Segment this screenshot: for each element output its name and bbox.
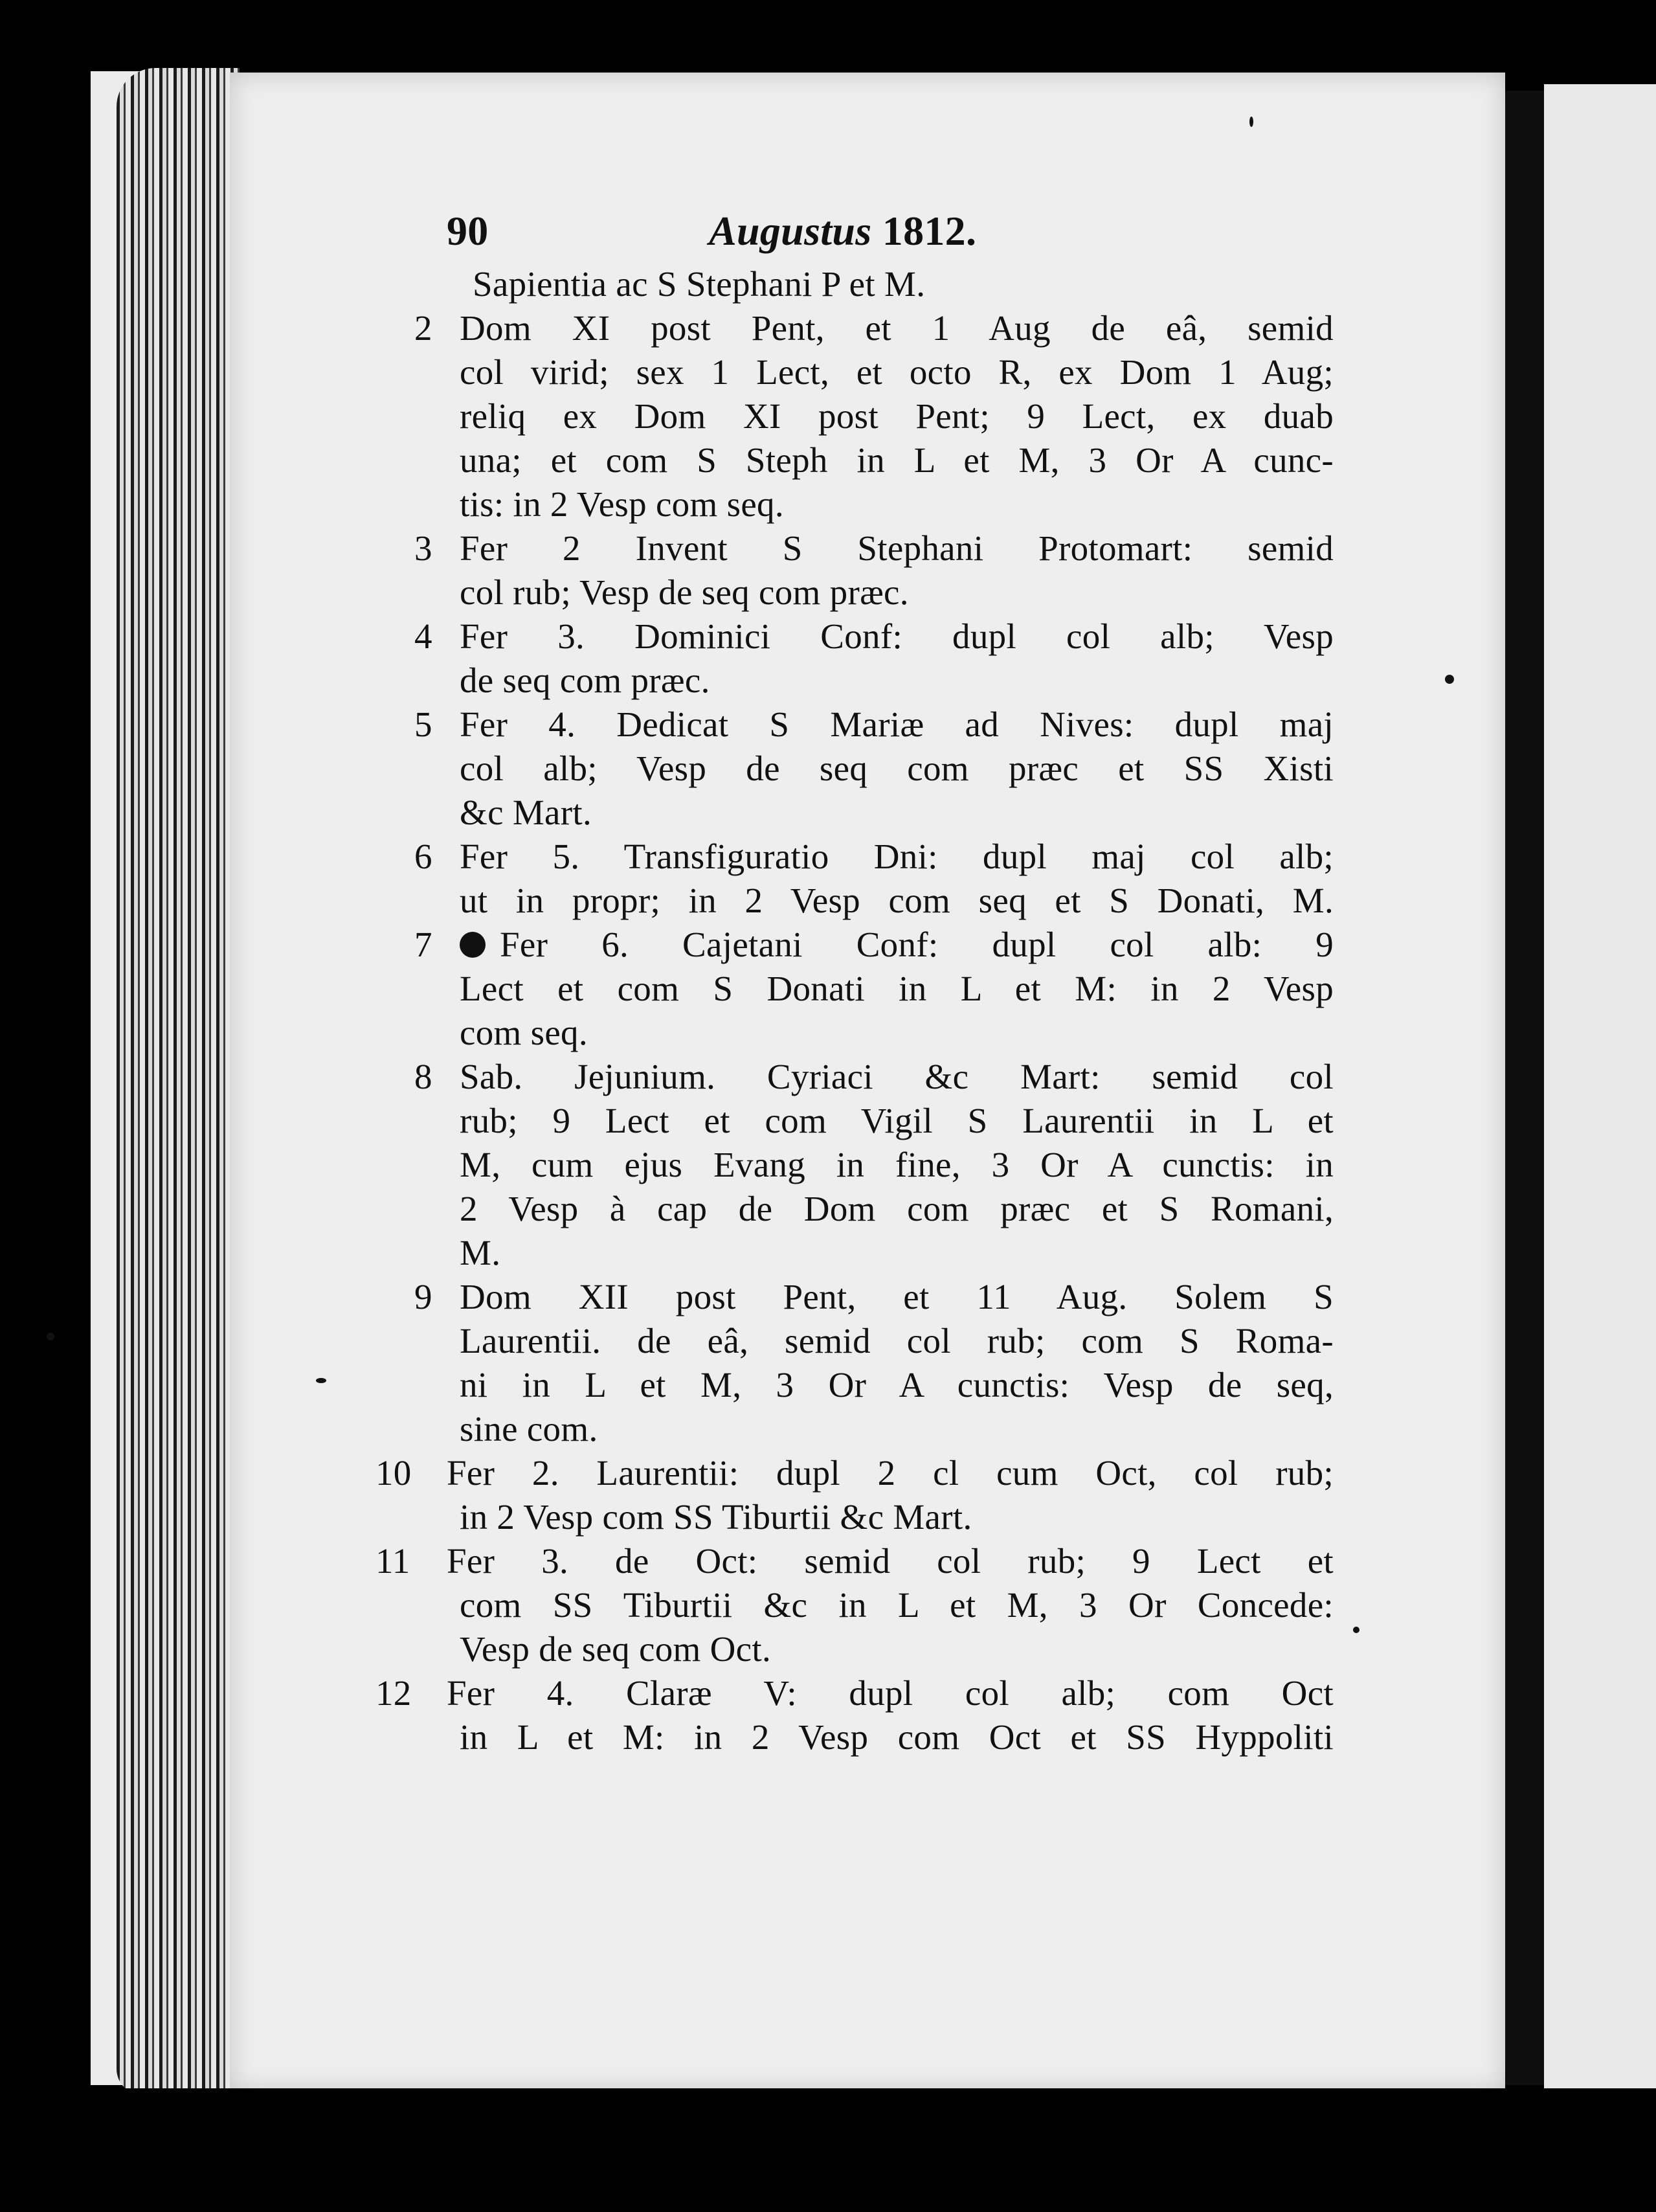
entry-first-line	[414, 526, 1334, 570]
text-line: Vesp de seq com Oct.	[460, 1629, 772, 1669]
text-line: Fer 5. Transfiguratio Dni: dupl maj col alb;	[460, 837, 1334, 876]
day-number: 6	[414, 837, 432, 876]
text-line: de seq com præc.	[460, 660, 710, 700]
text-line: Fer 4. Dedicat S Mariæ ad Nives: dupl maj	[460, 705, 1334, 744]
text-line: reliq ex Dom XI post Pent; 9 Lect, ex duab	[460, 396, 1334, 436]
day-number: 11	[375, 1541, 410, 1581]
new-moon-icon	[460, 932, 486, 958]
ink-speck	[1445, 675, 1454, 684]
entry-first-line	[414, 306, 1334, 350]
day-number: 5	[414, 705, 432, 744]
day-number: 8	[414, 1057, 432, 1096]
text-line: com SS Tiburtii &c in L et M, 3 Or Concede:	[460, 1585, 1334, 1625]
text-line: Fer 3. Dominici Conf: dupl col alb; Vesp	[460, 616, 1334, 656]
text-line: col virid; sex 1 Lect, et octo R, ex Dom 1 Aug;	[460, 352, 1334, 392]
page-text	[375, 198, 1334, 1759]
ink-speck	[47, 1333, 54, 1340]
day-number: 3	[414, 528, 432, 568]
entry-first-line	[375, 1451, 1334, 1495]
calendar-entry-3	[414, 526, 1334, 615]
text-line: M, cum ejus Evang in fine, 3 Or A cunctis: in	[460, 1145, 1334, 1184]
entry-first-line	[375, 1539, 1334, 1583]
text-line: tis: in 2 Vesp com seq.	[460, 484, 784, 524]
ink-speck	[316, 1378, 326, 1383]
calendar-entry-10	[375, 1451, 1334, 1539]
text-line: col rub; Vesp de seq com præc.	[460, 572, 909, 612]
text-line: Fer 4. Claræ V: dupl col alb; com Oct	[447, 1673, 1334, 1713]
calendar-entry-12	[375, 1671, 1334, 1759]
text-line: com seq.	[460, 1013, 588, 1052]
facing-page	[1544, 84, 1656, 2092]
text-line: Lect et com S Donati in L et M: in 2 Vesp	[460, 969, 1334, 1008]
text-line: Sapientia ac S Stephani P et M.	[473, 264, 926, 304]
ink-speck	[1249, 117, 1253, 127]
text-line: ni in L et M, 3 Or A cunctis: Vesp de seq,	[460, 1365, 1334, 1405]
month-name: Augustus	[709, 208, 872, 254]
calendar-entry-11	[375, 1539, 1334, 1671]
bottom-shadow	[91, 2088, 1656, 2212]
year: 1812.	[882, 208, 977, 254]
day-number: 4	[414, 616, 432, 656]
calendar-entry-2	[414, 306, 1334, 526]
calendar-entry-5	[414, 703, 1334, 835]
text-line: Fer 2 Invent S Stephani Protomart: semid	[460, 528, 1334, 568]
calendar-entry-9	[414, 1275, 1334, 1451]
entry-first-line	[414, 1275, 1334, 1319]
entry-first-line	[414, 835, 1334, 879]
text-line: col alb; Vesp de seq com præc et SS Xisti	[460, 749, 1334, 788]
text-line: M.	[460, 1233, 501, 1272]
page-number: 90	[447, 208, 489, 254]
text-line: Dom XII post Pent, et 11 Aug. Solem S	[460, 1277, 1334, 1316]
text-line: 2 Vesp à cap de Dom com præc et S Romani,	[460, 1189, 1334, 1228]
entry-first-line	[414, 923, 1334, 967]
day-number: 9	[414, 1277, 432, 1316]
day-number: 10	[375, 1453, 412, 1493]
ink-speck	[1353, 1627, 1359, 1633]
day-number: 12	[375, 1673, 412, 1713]
running-header	[414, 198, 1334, 262]
text-line: Dom XI post Pent, et 1 Aug de eâ, semid	[460, 308, 1334, 348]
text-line: Sab. Jejunium. Cyriaci &c Mart: semid col	[460, 1057, 1334, 1096]
text-line: rub; 9 Lect et com Vigil S Laurentii in L et	[460, 1101, 1334, 1140]
day-number: 2	[414, 308, 432, 348]
day-number: 7	[414, 925, 432, 964]
text-line: Fer 2. Laurentii: dupl 2 cl cum Oct, col rub;	[447, 1453, 1334, 1493]
text-line: in L et M: in 2 Vesp com Oct et SS Hyppoliti	[460, 1717, 1334, 1757]
text-line: sine com.	[460, 1409, 598, 1449]
calendar-entry-6	[414, 835, 1334, 923]
text-line: in 2 Vesp com SS Tiburtii &c Mart.	[460, 1497, 972, 1537]
book-page-edges	[117, 68, 240, 2095]
text-line: &c Mart.	[460, 793, 592, 832]
text-line: Fer 3. de Oct: semid col rub; 9 Lect et	[447, 1541, 1334, 1581]
entry-first-line	[375, 1671, 1334, 1715]
text-line: Laurentii. de eâ, semid col rub; com S Roma-	[460, 1321, 1334, 1360]
book-gutter	[1505, 91, 1544, 2085]
calendar-entry-7	[414, 923, 1334, 1055]
entry-first-line	[414, 703, 1334, 747]
entry-first-line	[414, 1055, 1334, 1099]
calendar-entry-4	[414, 615, 1334, 703]
text-line: Fer 6. Cajetani Conf: dupl col alb: 9	[500, 925, 1334, 964]
text-line: ut in propr; in 2 Vesp com seq et S Donati, M.	[460, 881, 1334, 920]
entry-first-line	[414, 615, 1334, 659]
text-line: una; et com S Steph in L et M, 3 Or A cunc-	[460, 440, 1334, 480]
page-title	[709, 209, 976, 253]
calendar-entry-8	[414, 1055, 1334, 1275]
calendar-entry-continued	[414, 262, 1334, 306]
